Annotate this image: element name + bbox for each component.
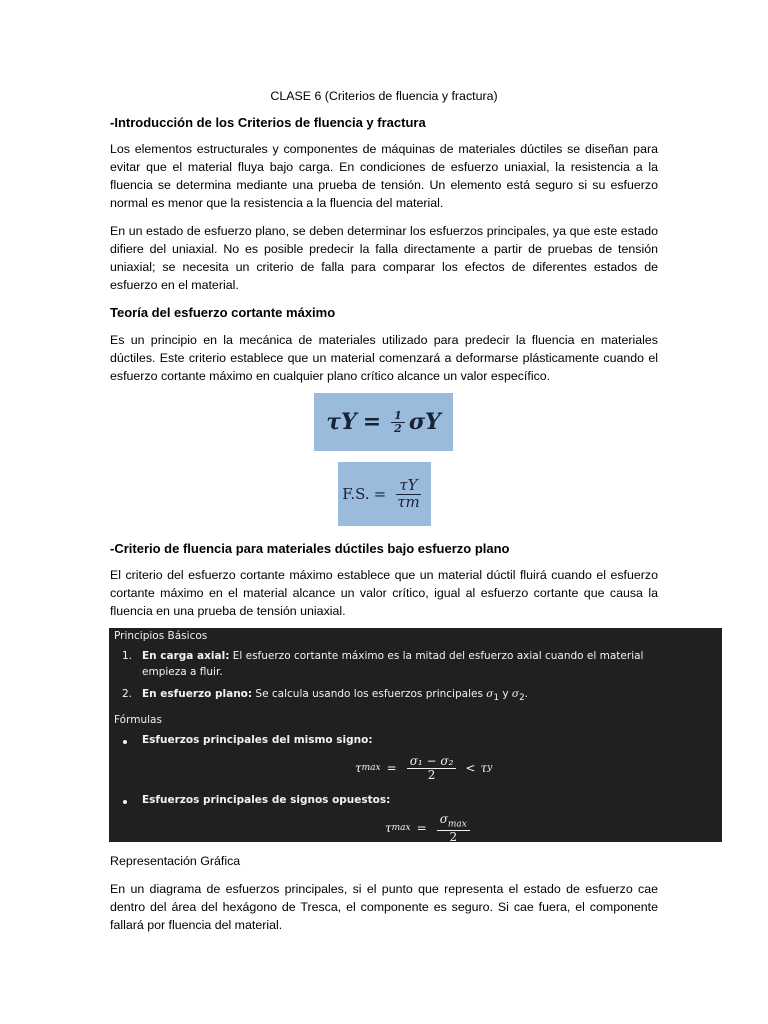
- eq2-tau-sub: max: [391, 823, 411, 834]
- dark-item2-bold: En esfuerzo plano:: [142, 688, 253, 700]
- dark-item1-text: El esfuerzo cortante máximo es la mitad del esfuerzo axial cuando el material: [229, 650, 644, 662]
- formula2-equals: =: [373, 485, 387, 503]
- formula1-numerator: 1: [391, 410, 405, 423]
- eq2-tau: τ: [385, 821, 392, 836]
- eq1-tau-y-sub: y: [487, 763, 493, 774]
- dark-item2: [142, 688, 528, 703]
- eq1-equals: =: [386, 761, 397, 776]
- eq1-tau-y: τ: [480, 761, 488, 776]
- formula-image-safety-factor: [338, 462, 431, 526]
- eq1-fraction: [407, 755, 457, 781]
- dark-bullet1-text: Esfuerzos principales del mismo signo:: [142, 734, 373, 746]
- dark-formula-panel: [109, 628, 722, 842]
- eq1-denominator: 2: [427, 767, 436, 782]
- dark-heading-formulas: Fórmulas: [114, 714, 162, 726]
- eq2-sigma-sub: max: [447, 819, 467, 830]
- formula2-denominator: τm: [397, 492, 420, 511]
- eq1-tau-sub: max: [361, 763, 381, 774]
- dark-heading-principles: Principios Básicos: [114, 630, 208, 642]
- formula1-denominator: 2: [394, 421, 402, 435]
- dark-item2-sub2: 2: [519, 693, 525, 704]
- dark-bullet-2: [123, 800, 127, 804]
- theory-paragraph: Es un principio en la mecánica de materiales utilizado para predecir la fluencia en materiales dúctiles. Este criterio establece que un material comenzará a deformarse plásticamente cuando el esfuerzo cortante máximo en cualquier plano crítico alcance un valor específico.: [110, 333, 658, 383]
- formula1-rhs: σY: [408, 409, 441, 435]
- dark-item1-number: 1.: [122, 650, 133, 662]
- eq1-tau: τ: [355, 761, 362, 776]
- dark-equation-2: [385, 813, 474, 843]
- formula-image-tau-y: [314, 393, 453, 451]
- eq2-numerator: [437, 813, 470, 831]
- criterion-paragraph: El criterio del esfuerzo cortante máximo establece que un material dúctil fluirá cuando el esfuerzo cortante máximo en el material alcance un valor crítico, igual al esfuerzo cortante que causa la fluencia en una prueba de tensión uniaxial.: [110, 568, 658, 618]
- dark-item2-sigma1: σ: [486, 688, 494, 700]
- dark-item2-and: y: [499, 688, 512, 700]
- dark-bullet2-text: Esfuerzos principales de signos opuestos:: [142, 794, 391, 806]
- formula2-lhs: F.S.: [342, 485, 370, 503]
- dark-item2-text: Se calcula usando los esfuerzos principales: [252, 688, 487, 700]
- formula2-fraction: [394, 475, 423, 511]
- eq2-sigma: σ: [439, 812, 448, 826]
- dark-item1: [142, 650, 717, 662]
- dark-bullet-1: [123, 740, 127, 744]
- criterion-heading: -Criterio de fluencia para materiales dúctiles bajo esfuerzo plano: [110, 541, 510, 556]
- dark-item1-bold: En carga axial:: [142, 650, 230, 662]
- eq2-fraction: [437, 813, 470, 843]
- dark-item2-sub1: 1: [493, 693, 500, 704]
- intro-heading: -Introducción de los Criterios de fluencia y fractura: [110, 115, 426, 130]
- eq1-less-than: <: [465, 761, 476, 776]
- dark-item2-number: 2.: [122, 688, 133, 700]
- formula1-lhs: τY: [326, 409, 357, 435]
- dark-item1-continuation: empieza a fluir.: [142, 666, 223, 678]
- eq2-equals: =: [416, 821, 427, 836]
- eq2-denominator: 2: [449, 829, 458, 844]
- dark-item2-end: .: [524, 688, 528, 700]
- theory-heading: Teoría del esfuerzo cortante máximo: [110, 305, 336, 320]
- page-title: CLASE 6 (Criterios de fluencia y fractura): [270, 89, 498, 103]
- intro-paragraph-2: En un estado de esfuerzo plano, se deben determinar los esfuerzos principales, ya que este estado difiere del uniaxial. No es posible predecir la falla directamente a partir de pruebas de tensión uniaxial; se necesita un criterio de falla para comparar los efectos de diferentes estados de esfuerzo en el material.: [110, 224, 658, 292]
- formula1-equals: =: [362, 409, 382, 435]
- formula2-numerator: τY: [396, 478, 420, 495]
- dark-equation-1: [355, 755, 492, 781]
- eq1-numerator: σ₁ − σ₂: [407, 755, 457, 769]
- graphic-paragraph: En un diagrama de esfuerzos principales, si el punto que representa el estado de esfuerzo cae dentro del área del hexágono de Tresca, el componente es seguro. Si cae fuera, el componente fallará por fluencia del material.: [110, 882, 658, 932]
- dark-item2-sigma2: σ: [511, 688, 520, 700]
- formula1-fraction: [391, 410, 405, 434]
- graphic-heading: Representación Gráfica: [110, 854, 241, 868]
- intro-paragraph-1: Los elementos estructurales y componentes de máquinas de materiales dúctiles se diseñan para evitar que el material fluya bajo carga. En condiciones de esfuerzo uniaxial, la resistencia a la fluencia se determina mediante una prueba de tensión. Un elemento está seguro si su esfuerzo normal es menor que la resistencia a la fluencia del material.: [110, 142, 658, 210]
